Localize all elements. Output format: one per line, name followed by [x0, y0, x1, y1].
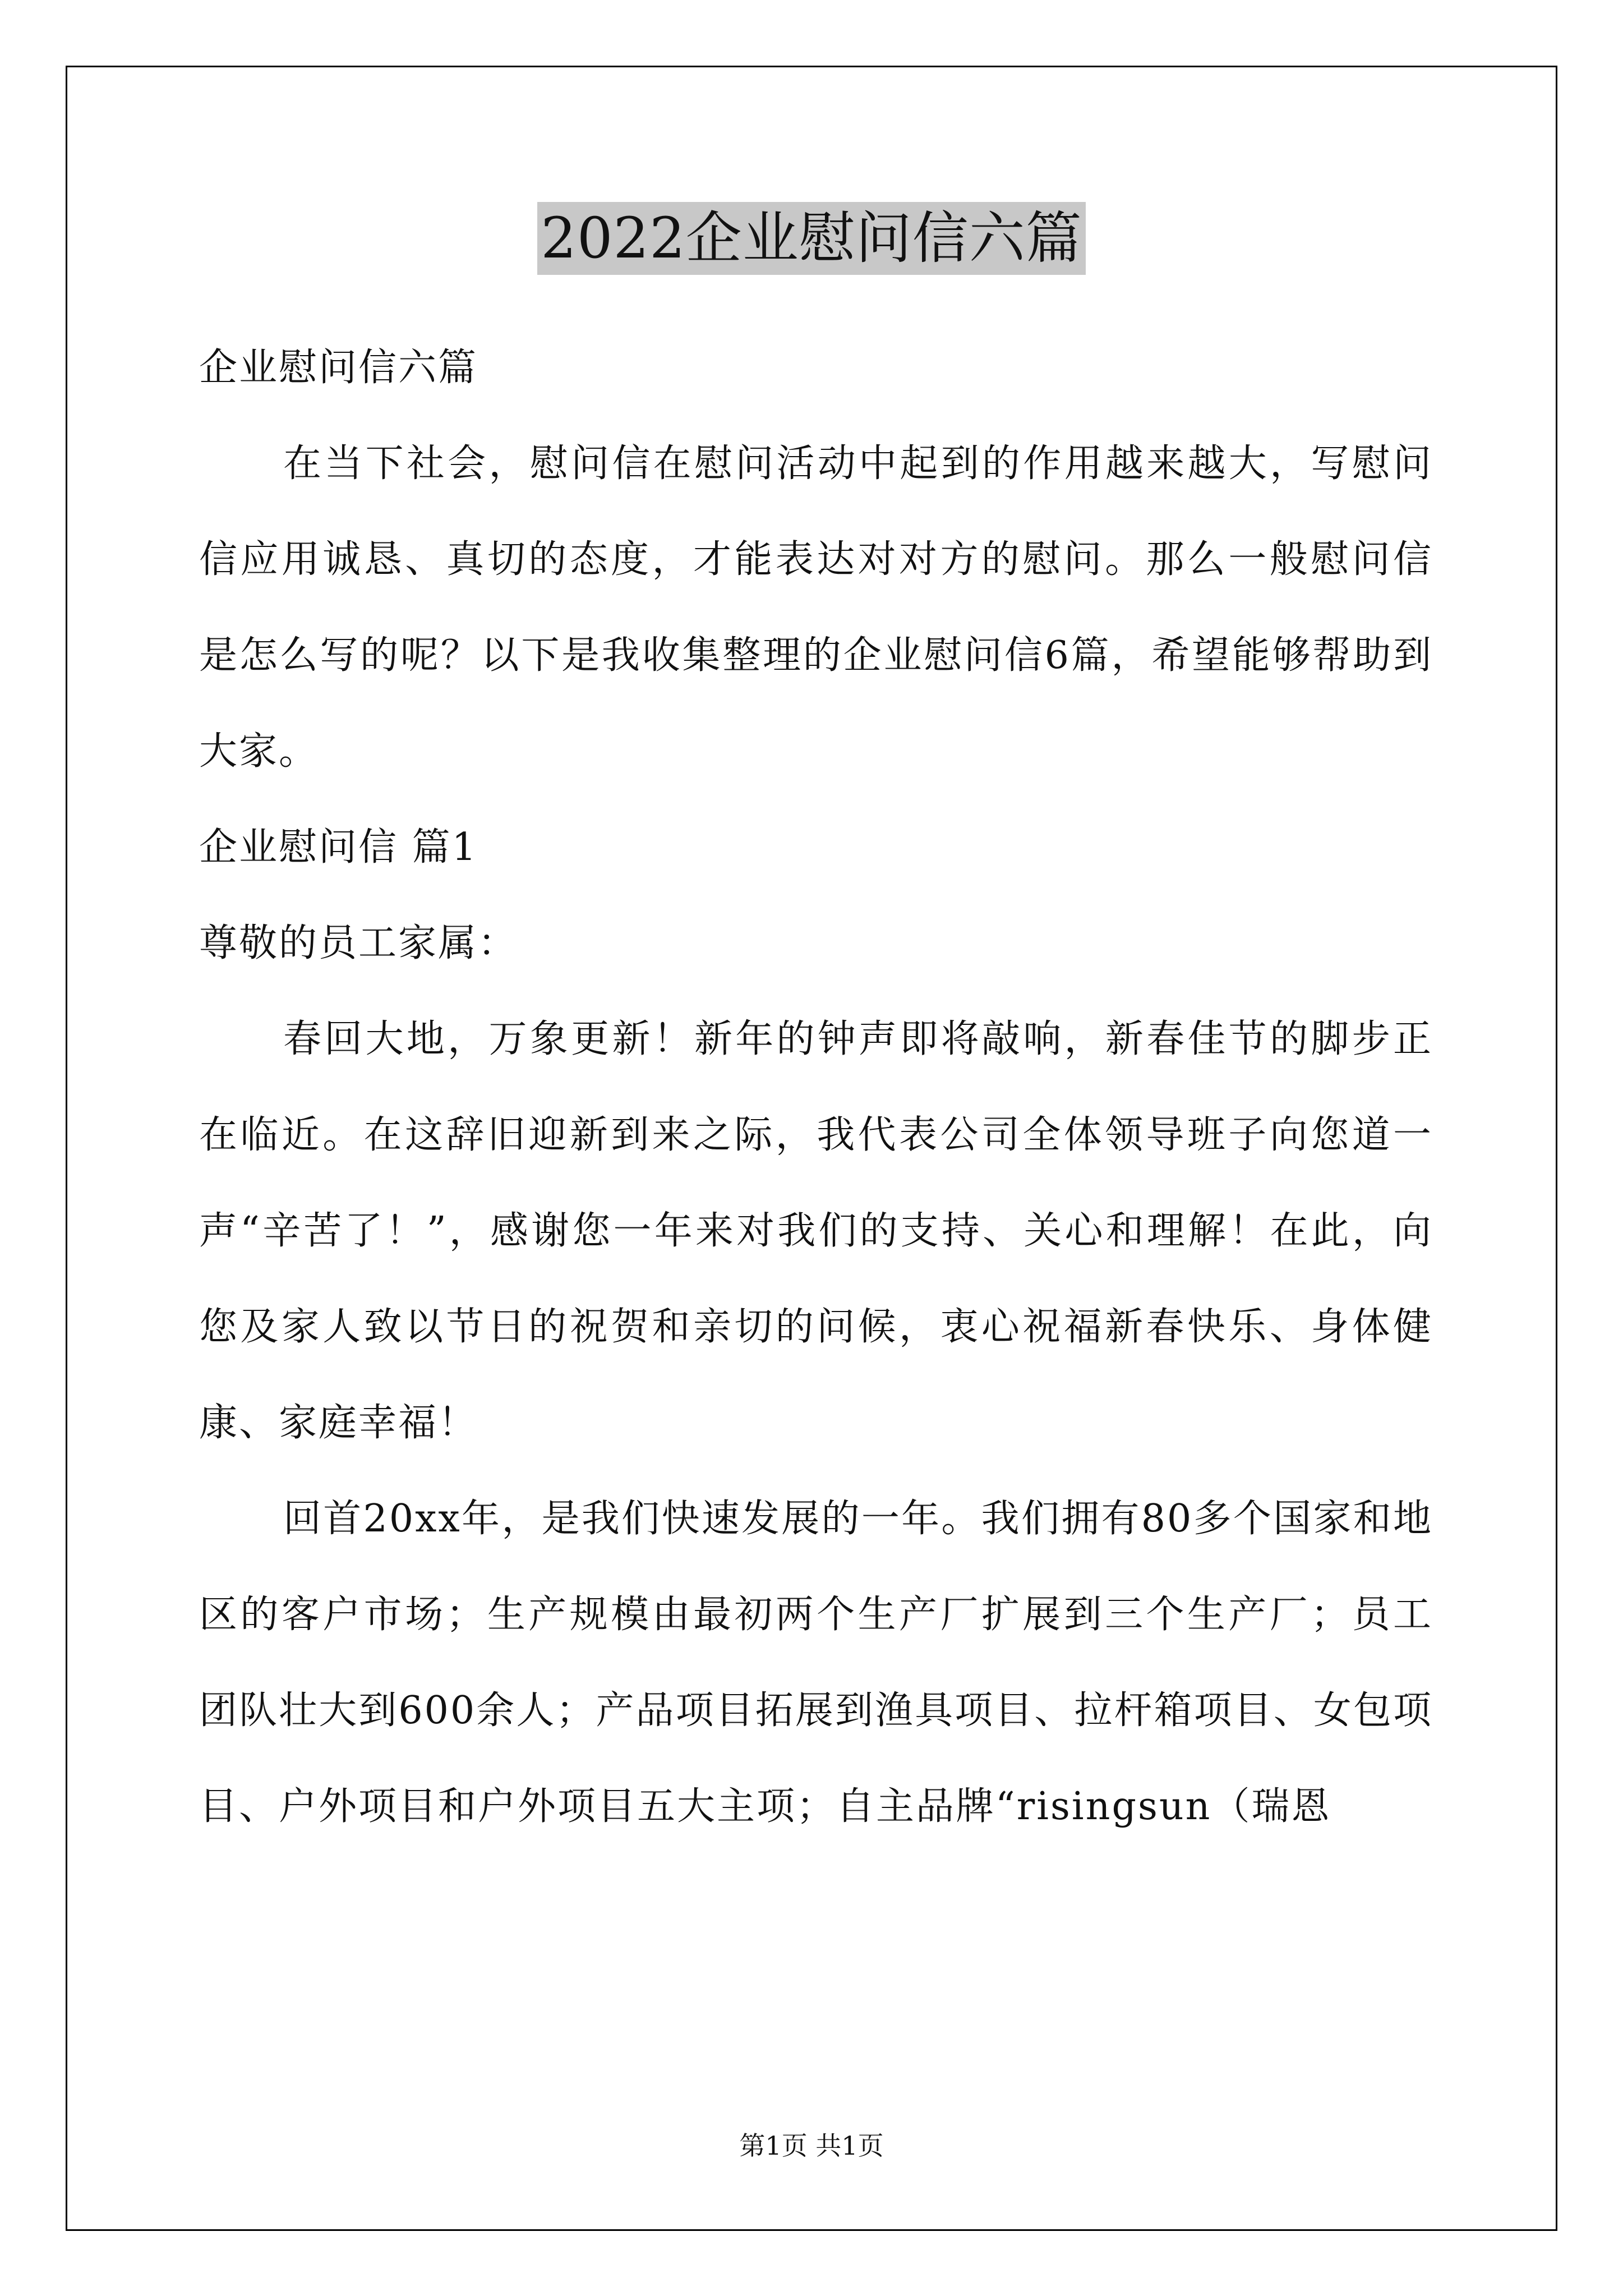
paragraph-review: 回首20xx年，是我们快速发展的一年。我们拥有80多个国家和地区的客户市场；生产规模由最初两个生产厂扩展到三个生产厂；员工团队壮大到600余人；产品项目拓展到渔具项目、拉杆箱项目、女包项目、户外项目和户外项目五大主项；自主品牌“risingsun（瑞恩 — [199, 1497, 1433, 1829]
document-body — [199, 320, 1433, 1855]
title-container — [0, 202, 1623, 275]
page-footer: 第1页 共1页 — [739, 2131, 884, 2161]
salutation: 尊敬的员工家属： — [199, 921, 518, 965]
paragraph-intro: 在当下社会，慰问信在慰问活动中起到的作用越来越大，写慰问信应用诚恳、真切的态度，才能表达对对方的慰问。那么一般慰问信是怎么写的呢？以下是我收集整理的企业慰问信6篇，希望能够帮助到大家。 — [199, 441, 1433, 774]
section-heading: 企业慰问信 篇1 — [199, 825, 478, 869]
paragraph-heading: 企业慰问信六篇 — [199, 346, 478, 390]
paragraph-greeting: 春回大地，万象更新！新年的钟声即将敲响，新春佳节的脚步正在临近。在这辞旧迎新到来之际，我代表公司全体领导班子向您道一声“辛苦了！”，感谢您一年来对我们的支持、关心和理解！在此，向您及家人致以节日的祝贺和亲切的问候，衷心祝福新春快乐、身体健康、家庭幸福！ — [199, 1017, 1433, 1445]
document-title: 2022企业慰问信六篇 — [537, 202, 1086, 275]
